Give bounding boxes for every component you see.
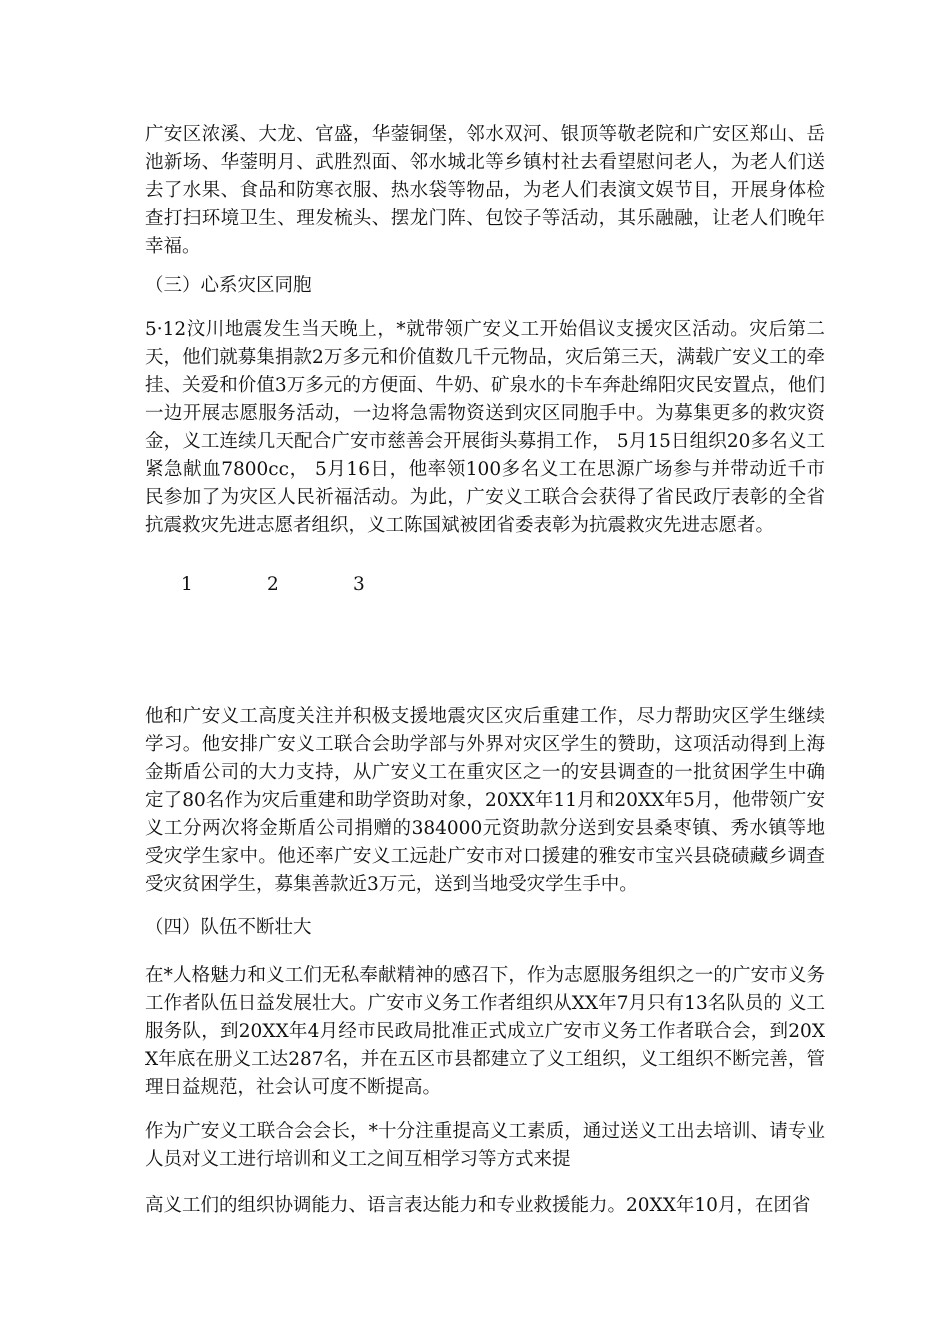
- section-heading-3: （三）心系灾区同胞: [145, 275, 312, 296]
- paragraph-training: 作为广安义工联合会会长，*十分注重提高义工素质，通过送义工出去培训、请专业人员对义工进行培训和义工之间互相学习等方式来提: [145, 1121, 825, 1170]
- paragraph-earthquake-relief: 5·12汶川地震发生当天晚上，*就带领广安义工开始倡议支援灾区活动。灾后第二天，他们就募集捐款2万多元和价值数几千元物品，灾后第三天，满载广安义工的牵挂、关爱和价值3万多元的方便面、牛奶、矿泉水的卡车奔赴绵阳灾民安置点，他们一边开展志愿服务活动，一边将急需物资送到灾区同胞手中。为募集更多的救灾资金，义工连续几天配合广安市慈善会开展街头募捐工作， 5月15日组织20多名义工紧急献血7800cc， 5月16日，他率领100多名义工在思源广场参与并带动近千市民参加了为灾区人民祈福活动。为此，广安义工联合会获得了省民政厅表彰的全省抗震救灾先进志愿者组织，义工陈国斌被团省委表彰为抗震救灾先进志愿者。: [145, 319, 825, 536]
- number-row: [181, 571, 439, 599]
- paragraph-team-growth: 在*人格魅力和义工们无私奉献精神的感召下，作为志愿服务组织之一的广安市义务工作者队伍日益发展壮大。广安市义务工作者组织从XX年7月只有13名队员的 义工服务队，到20XX年4月经市民政局批准正式成立广安市义务工作者联合会，到20XX年底在册义工达287名，并在五区市县都建立了义工组织，义工组织不断完善，管理日益规范，社会认可度不断提高。: [145, 965, 825, 1098]
- number-3: 3: [353, 574, 365, 595]
- paragraph-abilities: 高义工们的组织协调能力、语言表达能力和专业救援能力。20XX年10月，在团省: [145, 1195, 811, 1216]
- number-2: 2: [267, 574, 279, 595]
- paragraph-elderly-visits: 广安区浓溪、大龙、官盛，华蓥铜堡，邻水双河、银顶等敬老院和广安区郑山、岳池新场、华蓥明月、武胜烈面、邻水城北等乡镇村社去看望慰问老人，为老人们送去了水果、食品和防寒衣服、热水袋等物品，为老人们表演文娱节目，开展身体检查打扫环境卫生、理发梳头、摆龙门阵、包饺子等活动，其乐融融，让老人们晚年幸福。: [145, 124, 825, 257]
- number-1: 1: [181, 574, 193, 595]
- section-heading-4: （四）队伍不断壮大: [145, 917, 312, 938]
- paragraph-reconstruction: 他和广安义工高度关注并积极支援地震灾区灾后重建工作，尽力帮助灾区学生继续学习。他安排广安义工联合会助学部与外界对灾区学生的赞助，这项活动得到上海金斯盾公司的大力支持，从广安义工在重灾区之一的安县调查的一批贫困学生中确定了80名作为灾后重建和助学资助对象，20XX年11月和20XX年5月，他带领广安义工分两次将金斯盾公司捐赠的384000元资助款分送到安县桑枣镇、秀水镇等地受灾学生家中。他还率广安义工远赴广安市对口援建的雅安市宝兴县硗碛藏乡调查受灾贫困学生，募集善款近3万元，送到当地受灾学生手中。: [145, 706, 825, 895]
